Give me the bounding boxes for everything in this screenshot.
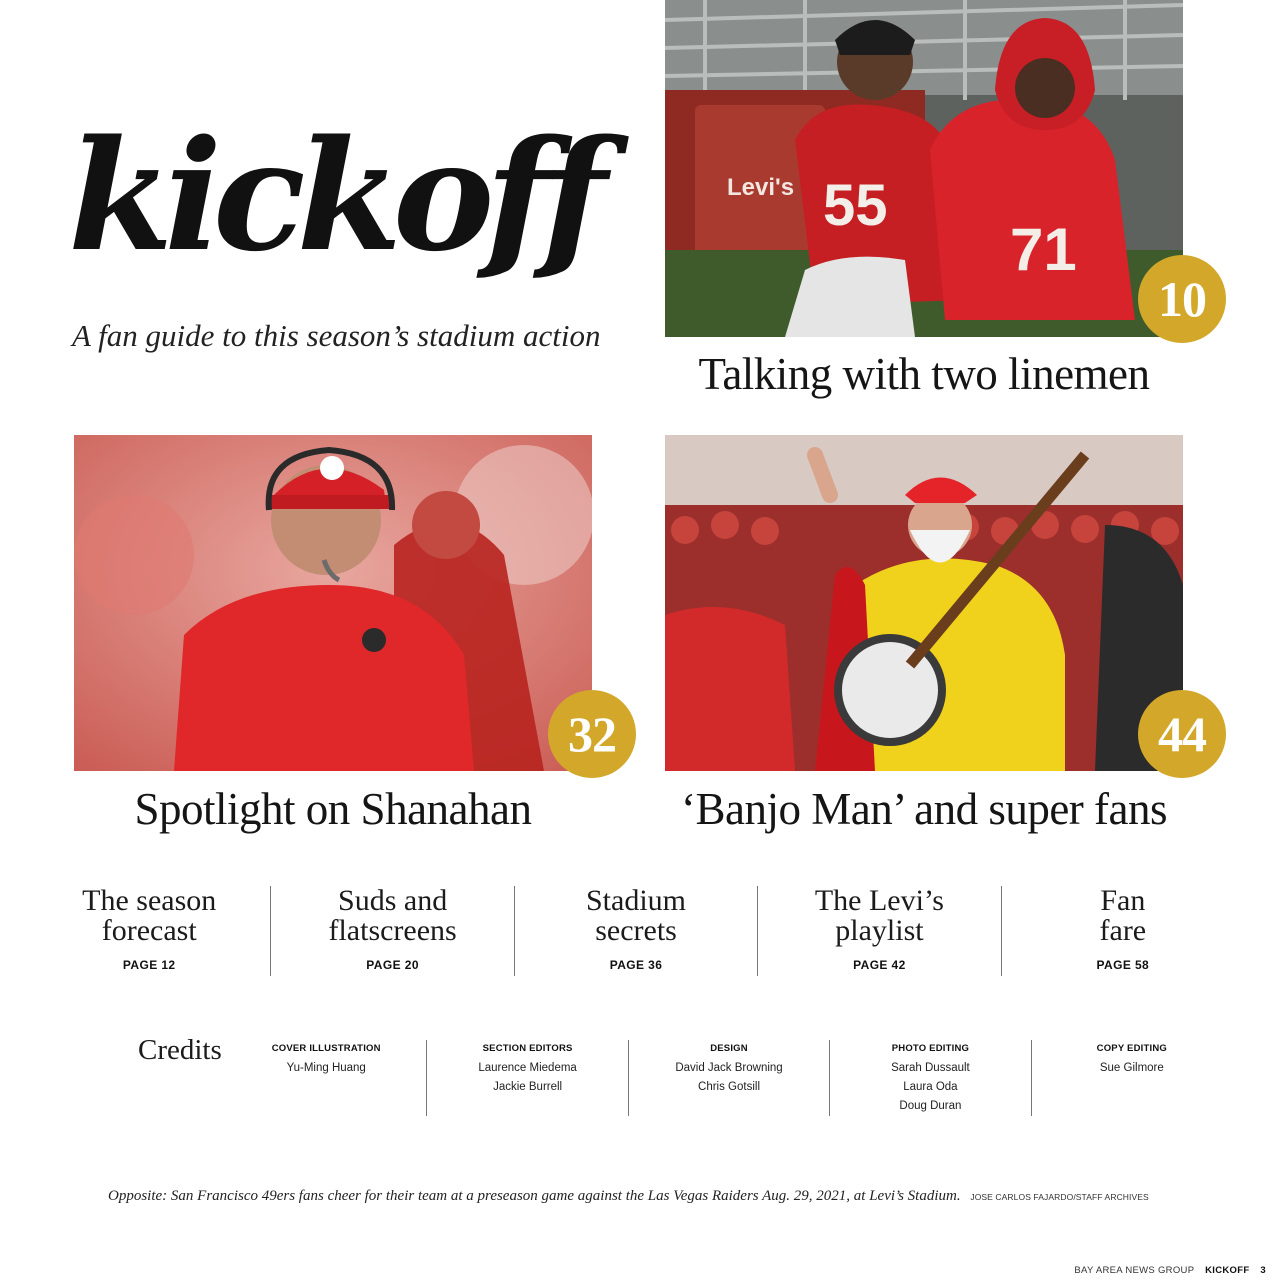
credit-name: Yu-Ming Huang — [286, 1062, 366, 1074]
masthead-tagline: A fan guide to this season’s stadium action — [72, 318, 601, 353]
folio-page-number: 3 — [1260, 1265, 1266, 1276]
credit-group — [426, 1040, 627, 1116]
contents-item-page: PAGE 58 — [1096, 958, 1150, 972]
jersey-left-number: 55 — [823, 173, 888, 238]
contents-item-title-line1: Fan — [1100, 884, 1146, 917]
credits-list — [226, 1040, 1232, 1116]
contents-list — [28, 886, 1244, 976]
credit-role: SECTION EDITORS — [482, 1043, 573, 1054]
jersey-right-number: 71 — [1010, 216, 1077, 283]
shanahan-photo-image — [74, 435, 592, 771]
contents-item[interactable] — [1001, 886, 1244, 976]
credit-group — [226, 1040, 426, 1116]
shanahan-photo[interactable] — [74, 435, 592, 771]
contents-item-title-line2: playlist — [835, 914, 924, 947]
credit-name: Doug Duran — [899, 1100, 962, 1112]
contents-item-title-line2: forecast — [101, 914, 197, 947]
credit-name: Jackie Burrell — [493, 1081, 563, 1093]
credit-role: COVER ILLUSTRATION — [271, 1043, 381, 1054]
credit-role: DESIGN — [710, 1043, 748, 1054]
contents-item-title-line1: The season — [82, 884, 217, 917]
contents-item-title-line1: Stadium — [586, 884, 687, 917]
masthead-title: kickoff — [68, 106, 599, 285]
folio-publisher: BAY AREA NEWS GROUP — [1074, 1265, 1195, 1276]
contents-item-title-line1: Suds and — [338, 884, 448, 917]
folio-section: KICKOFF — [1205, 1265, 1250, 1276]
photo-caption-text: Opposite: San Francisco 49ers fans cheer for their team at a preseason game against the Las Vegas Raiders Aug. 29, 2021, at Levi’s Stadium. — [108, 1188, 961, 1204]
page-badge-32[interactable]: 32 — [548, 690, 636, 778]
contents-item[interactable] — [28, 886, 270, 976]
banjo-man-photo-image — [665, 435, 1183, 771]
credit-name: David Jack Browning — [675, 1062, 783, 1074]
story-title-banjo-man[interactable]: ‘Banjo Man’ and super fans — [680, 784, 1168, 834]
contents-item-title — [546, 886, 726, 948]
photo-caption — [108, 1188, 1149, 1205]
credit-role: PHOTO EDITING — [891, 1043, 970, 1054]
credit-name: Sarah Dussault — [891, 1062, 970, 1074]
credit-name: Laurence Miedema — [478, 1062, 577, 1074]
story-title-linemen[interactable]: Talking with two linemen — [698, 349, 1150, 399]
credit-group — [628, 1040, 829, 1116]
contents-item[interactable] — [514, 886, 757, 976]
contents-item-title — [303, 886, 483, 948]
contents-item-title — [59, 886, 239, 948]
contents-item-title-line2: secrets — [595, 914, 677, 947]
credit-name: Chris Gotsill — [698, 1081, 760, 1093]
contents-item-title-line2: flatscreens — [328, 914, 457, 947]
credit-name: Sue Gilmore — [1099, 1062, 1164, 1074]
page-badge-44[interactable]: 44 — [1138, 690, 1226, 778]
contents-item-title — [1033, 886, 1213, 948]
contents-item-title-line2: fare — [1099, 914, 1147, 947]
credits-heading: Credits — [138, 1034, 222, 1066]
credit-role: COPY EDITING — [1096, 1043, 1167, 1054]
levis-sign-text: Levi's — [727, 174, 795, 201]
contents-item-page: PAGE 12 — [122, 958, 176, 972]
contents-item-page: PAGE 36 — [609, 958, 663, 972]
linemen-photo[interactable] — [665, 0, 1183, 337]
credit-group — [1031, 1040, 1232, 1116]
contents-item-title — [789, 886, 969, 948]
photo-caption-credit: JOSE CARLOS FAJARDO/STAFF ARCHIVES — [970, 1192, 1149, 1202]
credit-name: Laura Oda — [903, 1081, 958, 1093]
folio — [1074, 1265, 1266, 1276]
credit-group — [829, 1040, 1030, 1116]
contents-item-page: PAGE 42 — [853, 958, 906, 972]
page-badge-10[interactable]: 10 — [1138, 255, 1226, 343]
linemen-photo-image — [665, 0, 1183, 337]
story-title-shanahan[interactable]: Spotlight on Shanahan — [134, 784, 532, 834]
contents-item-page: PAGE 20 — [366, 958, 419, 972]
contents-item[interactable] — [270, 886, 513, 976]
banjo-man-photo[interactable] — [665, 435, 1183, 771]
contents-item[interactable] — [757, 886, 1000, 976]
contents-item-title-line1: The Levi’s — [814, 884, 944, 917]
